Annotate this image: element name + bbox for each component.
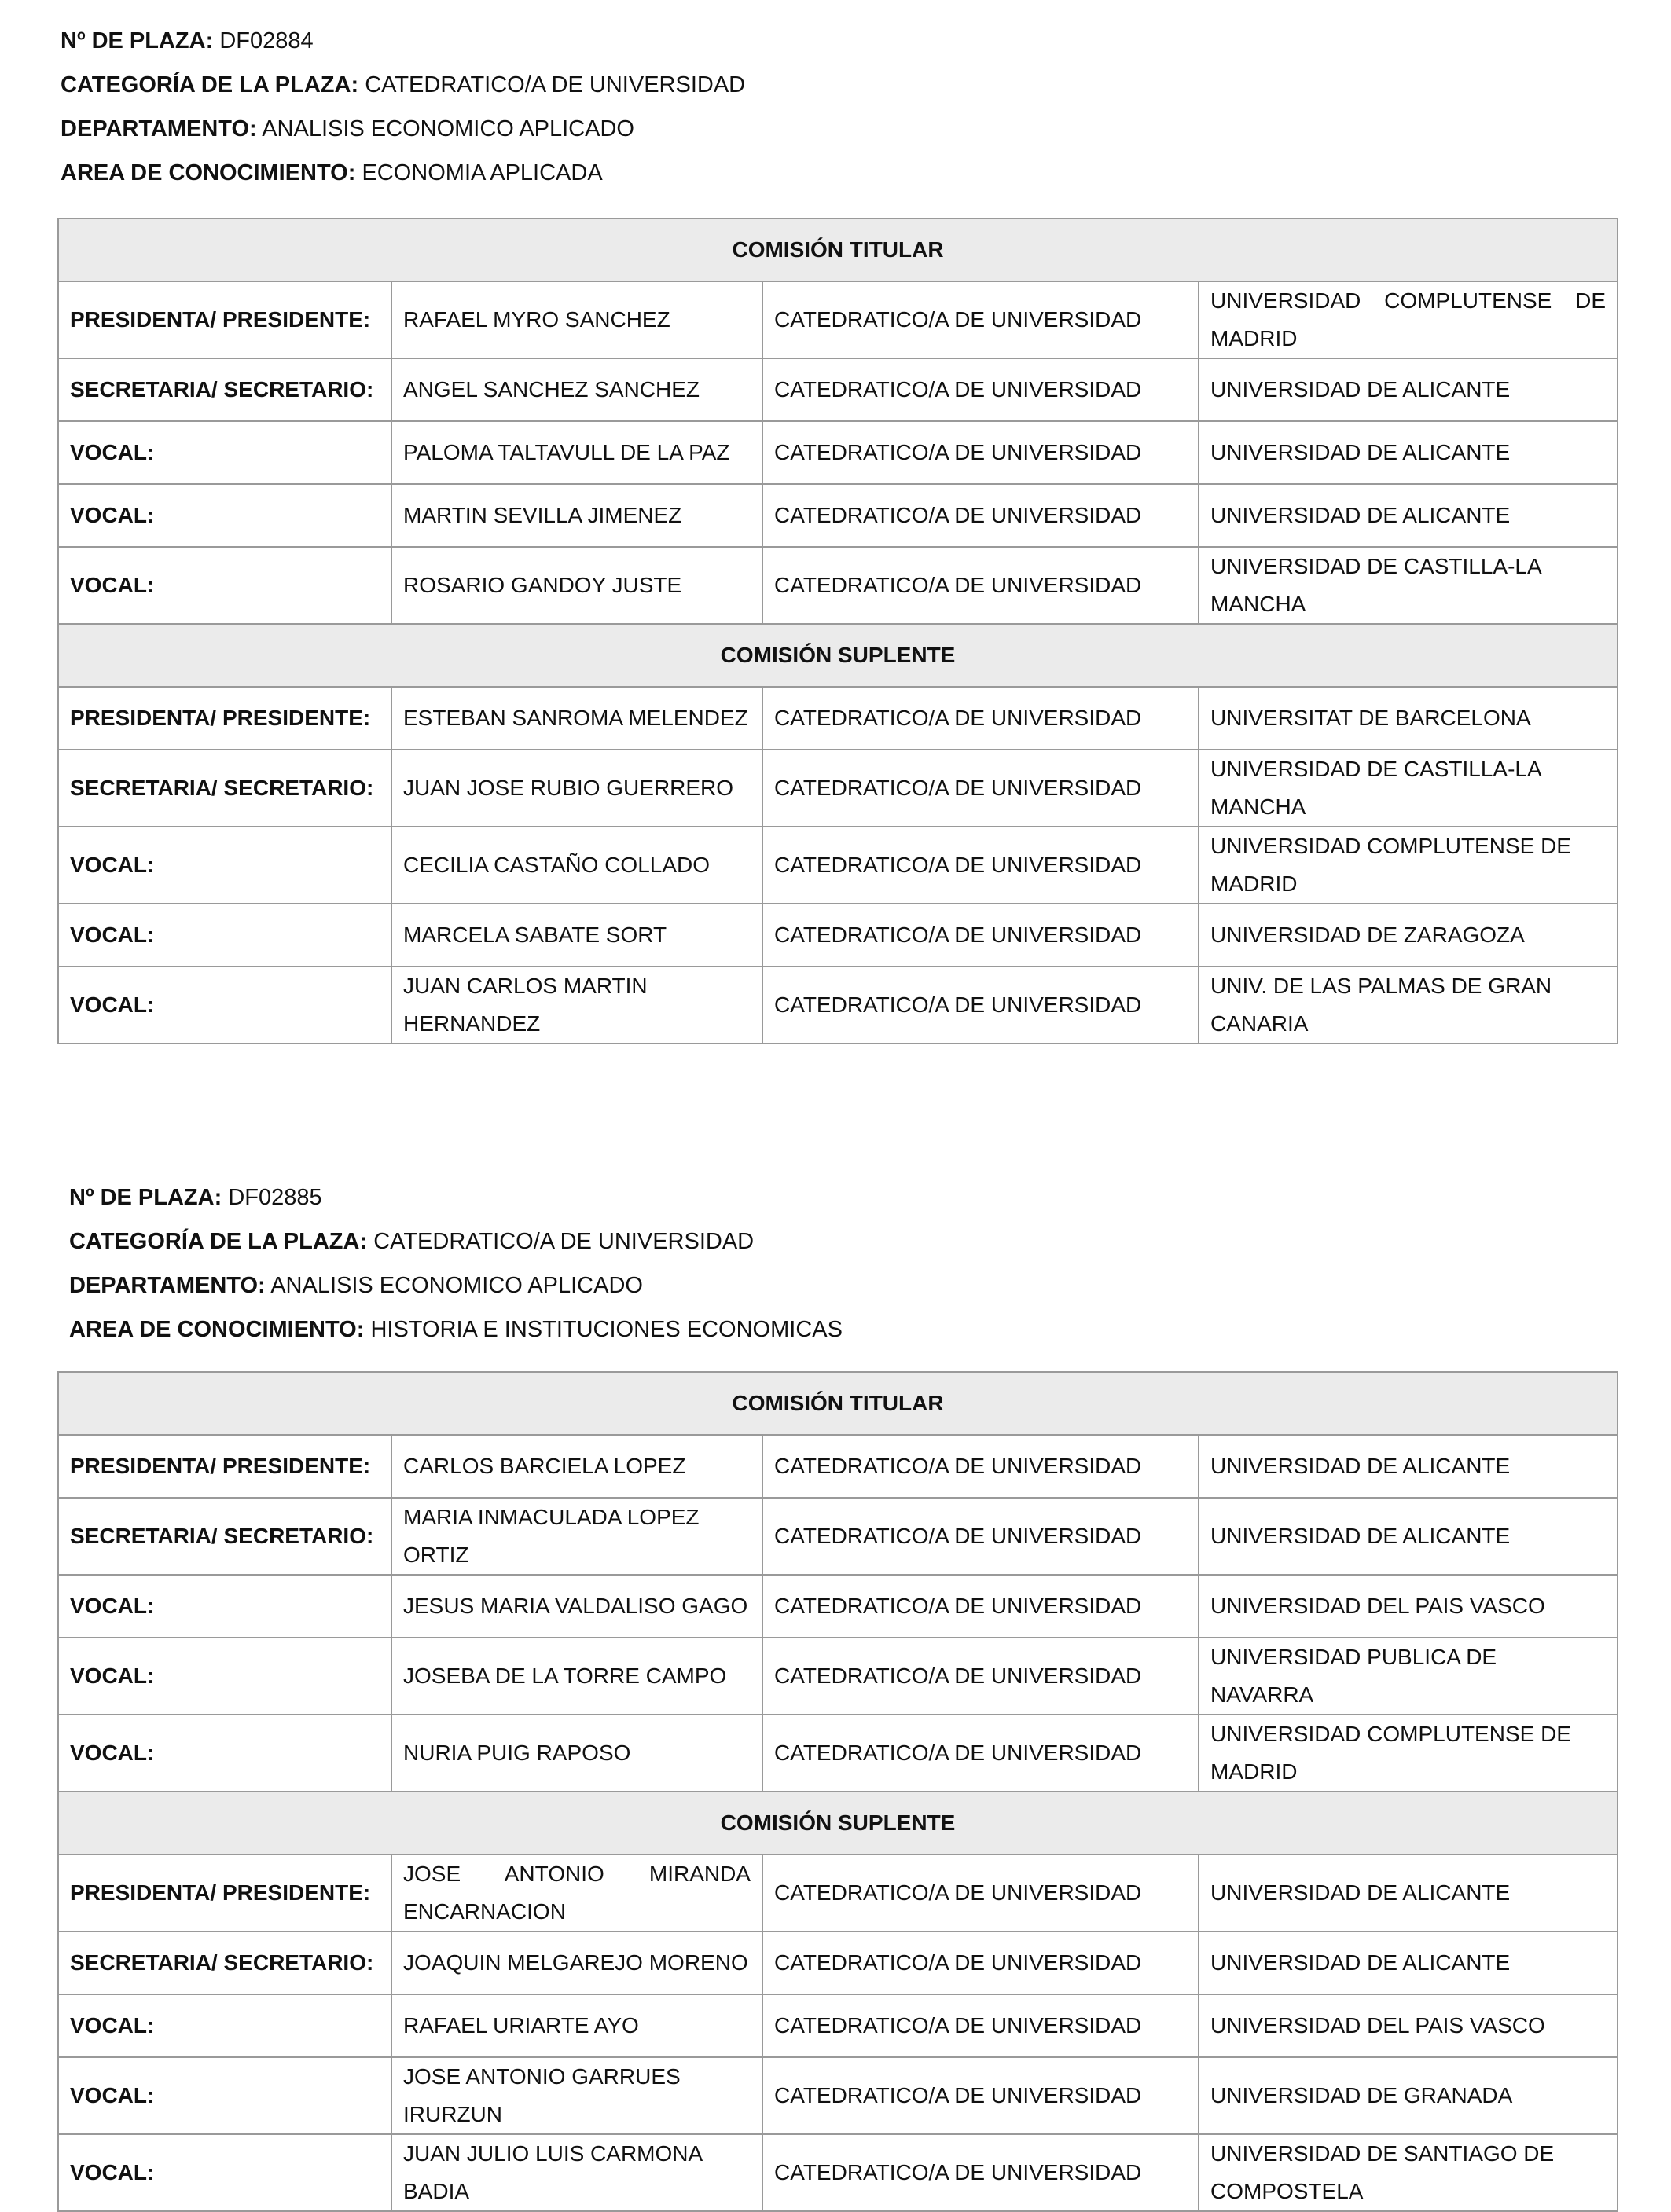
role-cell: SECRETARIA/ SECRETARIO: (58, 1498, 391, 1575)
value: ECONOMIA APLICADA (362, 160, 603, 185)
name-cell: ANGEL SANCHEZ SANCHEZ (391, 358, 762, 421)
plaza-number (61, 19, 745, 63)
name-cell: JUAN JULIO LUIS CARMONA BADIA (391, 2134, 762, 2211)
name-cell: NURIA PUIG RAPOSO (391, 1715, 762, 1792)
role-cell: VOCAL: (58, 1994, 391, 2057)
category-cell: CATEDRATICO/A DE UNIVERSIDAD (762, 547, 1199, 624)
plaza-header (61, 19, 745, 195)
role-cell: VOCAL: (58, 827, 391, 904)
plaza-area (61, 151, 745, 195)
name-cell: MARIA INMACULADA LOPEZ ORTIZ (391, 1498, 762, 1575)
table-row (58, 1435, 1618, 1498)
plaza-category (61, 63, 745, 107)
name-cell: ESTEBAN SANROMA MELENDEZ (391, 687, 762, 750)
university-cell: UNIVERSITAT DE BARCELONA (1199, 687, 1618, 750)
category-cell: CATEDRATICO/A DE UNIVERSIDAD (762, 1994, 1199, 2057)
category-cell: CATEDRATICO/A DE UNIVERSIDAD (762, 1575, 1199, 1638)
category-cell: CATEDRATICO/A DE UNIVERSIDAD (762, 2057, 1199, 2134)
category-cell: CATEDRATICO/A DE UNIVERSIDAD (762, 2134, 1199, 2211)
table-row (58, 2134, 1618, 2211)
label: CATEGORÍA DE LA PLAZA: (61, 72, 359, 97)
role-cell: VOCAL: (58, 2134, 391, 2211)
category-cell: CATEDRATICO/A DE UNIVERSIDAD (762, 967, 1199, 1044)
section-title-suplente: COMISIÓN SUPLENTE (58, 1792, 1618, 1854)
name-cell: MARTIN SEVILLA JIMENEZ (391, 484, 762, 547)
label: CATEGORÍA DE LA PLAZA: (69, 1229, 368, 1254)
name-cell: JUAN JOSE RUBIO GUERRERO (391, 750, 762, 827)
value: DF02884 (219, 28, 314, 53)
table-row (58, 281, 1618, 358)
role-cell: VOCAL: (58, 1715, 391, 1792)
commission-table (57, 1371, 1618, 2212)
section-title-titular: COMISIÓN TITULAR (58, 1372, 1618, 1435)
section-title-titular: COMISIÓN TITULAR (58, 218, 1618, 281)
category-cell: CATEDRATICO/A DE UNIVERSIDAD (762, 827, 1199, 904)
university-cell: UNIVERSIDAD DE SANTIAGO DE COMPOSTELA (1199, 2134, 1618, 2211)
commission-table (57, 218, 1618, 1044)
name-cell: JOSE ANTONIO GARRUES IRURZUN (391, 2057, 762, 2134)
table-row (58, 1575, 1618, 1638)
category-cell: CATEDRATICO/A DE UNIVERSIDAD (762, 687, 1199, 750)
role-cell: VOCAL: (58, 484, 391, 547)
name-cell: JUAN CARLOS MARTIN HERNANDEZ (391, 967, 762, 1044)
table-row (58, 1931, 1618, 1994)
role-cell: VOCAL: (58, 967, 391, 1044)
role-cell: PRESIDENTA/ PRESIDENTE: (58, 1435, 391, 1498)
category-cell: CATEDRATICO/A DE UNIVERSIDAD (762, 484, 1199, 547)
role-cell: VOCAL: (58, 2057, 391, 2134)
value: DF02885 (228, 1185, 322, 1210)
plaza-area (69, 1308, 843, 1352)
table-row (58, 484, 1618, 547)
value: CATEDRATICO/A DE UNIVERSIDAD (373, 1229, 755, 1254)
table-row (58, 687, 1618, 750)
table-row (58, 827, 1618, 904)
role-cell: VOCAL: (58, 1638, 391, 1715)
label: AREA DE CONOCIMIENTO: (69, 1317, 365, 1342)
value: ANALISIS ECONOMICO APLICADO (262, 116, 634, 141)
name-cell: JOSEBA DE LA TORRE CAMPO (391, 1638, 762, 1715)
university-cell: UNIVERSIDAD DE ZARAGOZA (1199, 904, 1618, 967)
name-cell: RAFAEL MYRO SANCHEZ (391, 281, 762, 358)
name-cell: JOAQUIN MELGAREJO MORENO (391, 1931, 762, 1994)
university-cell: UNIVERSIDAD DE ALICANTE (1199, 1931, 1618, 1994)
university-cell: UNIVERSIDAD DEL PAIS VASCO (1199, 1575, 1618, 1638)
category-cell: CATEDRATICO/A DE UNIVERSIDAD (762, 281, 1199, 358)
category-cell: CATEDRATICO/A DE UNIVERSIDAD (762, 1715, 1199, 1792)
name-cell: JESUS MARIA VALDALISO GAGO (391, 1575, 762, 1638)
table-row (58, 2057, 1618, 2134)
table-row (58, 750, 1618, 827)
plaza-category (69, 1220, 843, 1264)
role-cell: SECRETARIA/ SECRETARIO: (58, 358, 391, 421)
table-row (58, 1854, 1618, 1931)
name-cell: JOSE ANTONIO MIRANDA ENCARNACION (391, 1854, 762, 1931)
table-row (58, 547, 1618, 624)
name-cell: MARCELA SABATE SORT (391, 904, 762, 967)
name-cell: RAFAEL URIARTE AYO (391, 1994, 762, 2057)
label: DEPARTAMENTO: (69, 1273, 266, 1298)
university-cell: UNIVERSIDAD DE ALICANTE (1199, 421, 1618, 484)
category-cell: CATEDRATICO/A DE UNIVERSIDAD (762, 750, 1199, 827)
plaza-number (69, 1176, 843, 1220)
role-cell: VOCAL: (58, 547, 391, 624)
table-row (58, 1638, 1618, 1715)
plaza-header (69, 1176, 843, 1352)
category-cell: CATEDRATICO/A DE UNIVERSIDAD (762, 1854, 1199, 1931)
role-cell: PRESIDENTA/ PRESIDENTE: (58, 1854, 391, 1931)
plaza-department (69, 1264, 843, 1308)
value: ANALISIS ECONOMICO APLICADO (270, 1273, 643, 1298)
value: HISTORIA E INSTITUCIONES ECONOMICAS (370, 1317, 843, 1342)
table-row (58, 1994, 1618, 2057)
section-title-suplente: COMISIÓN SUPLENTE (58, 624, 1618, 687)
university-cell: UNIVERSIDAD DE ALICANTE (1199, 358, 1618, 421)
plaza-department (61, 107, 745, 151)
category-cell: CATEDRATICO/A DE UNIVERSIDAD (762, 1638, 1199, 1715)
university-cell: UNIVERSIDAD DEL PAIS VASCO (1199, 1994, 1618, 2057)
table-row (58, 358, 1618, 421)
label: Nº DE PLAZA: (69, 1185, 222, 1210)
university-cell: UNIVERSIDAD PUBLICA DE NAVARRA (1199, 1638, 1618, 1715)
category-cell: CATEDRATICO/A DE UNIVERSIDAD (762, 1498, 1199, 1575)
table-row (58, 967, 1618, 1044)
category-cell: CATEDRATICO/A DE UNIVERSIDAD (762, 358, 1199, 421)
role-cell: VOCAL: (58, 421, 391, 484)
university-cell: UNIVERSIDAD COMPLUTENSE DE MADRID (1199, 281, 1618, 358)
category-cell: CATEDRATICO/A DE UNIVERSIDAD (762, 904, 1199, 967)
university-cell: UNIVERSIDAD COMPLUTENSE DE MADRID (1199, 827, 1618, 904)
label: Nº DE PLAZA: (61, 28, 214, 53)
table-row (58, 1715, 1618, 1792)
name-cell: CARLOS BARCIELA LOPEZ (391, 1435, 762, 1498)
table-row (58, 904, 1618, 967)
university-cell: UNIVERSIDAD DE CASTILLA-LA MANCHA (1199, 547, 1618, 624)
name-cell: CECILIA CASTAÑO COLLADO (391, 827, 762, 904)
role-cell: PRESIDENTA/ PRESIDENTE: (58, 281, 391, 358)
table-row (58, 421, 1618, 484)
label: DEPARTAMENTO: (61, 116, 257, 141)
role-cell: VOCAL: (58, 904, 391, 967)
university-cell: UNIVERSIDAD DE ALICANTE (1199, 1498, 1618, 1575)
category-cell: CATEDRATICO/A DE UNIVERSIDAD (762, 421, 1199, 484)
category-cell: CATEDRATICO/A DE UNIVERSIDAD (762, 1435, 1199, 1498)
university-cell: UNIVERSIDAD DE GRANADA (1199, 2057, 1618, 2134)
category-cell: CATEDRATICO/A DE UNIVERSIDAD (762, 1931, 1199, 1994)
university-cell: UNIVERSIDAD DE ALICANTE (1199, 484, 1618, 547)
label: AREA DE CONOCIMIENTO: (61, 160, 356, 185)
university-cell: UNIVERSIDAD DE ALICANTE (1199, 1435, 1618, 1498)
university-cell: UNIVERSIDAD DE ALICANTE (1199, 1854, 1618, 1931)
name-cell: ROSARIO GANDOY JUSTE (391, 547, 762, 624)
role-cell: PRESIDENTA/ PRESIDENTE: (58, 687, 391, 750)
role-cell: SECRETARIA/ SECRETARIO: (58, 1931, 391, 1994)
university-cell: UNIV. DE LAS PALMAS DE GRAN CANARIA (1199, 967, 1618, 1044)
table-row (58, 1498, 1618, 1575)
university-cell: UNIVERSIDAD DE CASTILLA-LA MANCHA (1199, 750, 1618, 827)
value: CATEDRATICO/A DE UNIVERSIDAD (365, 72, 746, 97)
name-cell: PALOMA TALTAVULL DE LA PAZ (391, 421, 762, 484)
university-cell: UNIVERSIDAD COMPLUTENSE DE MADRID (1199, 1715, 1618, 1792)
role-cell: SECRETARIA/ SECRETARIO: (58, 750, 391, 827)
role-cell: VOCAL: (58, 1575, 391, 1638)
